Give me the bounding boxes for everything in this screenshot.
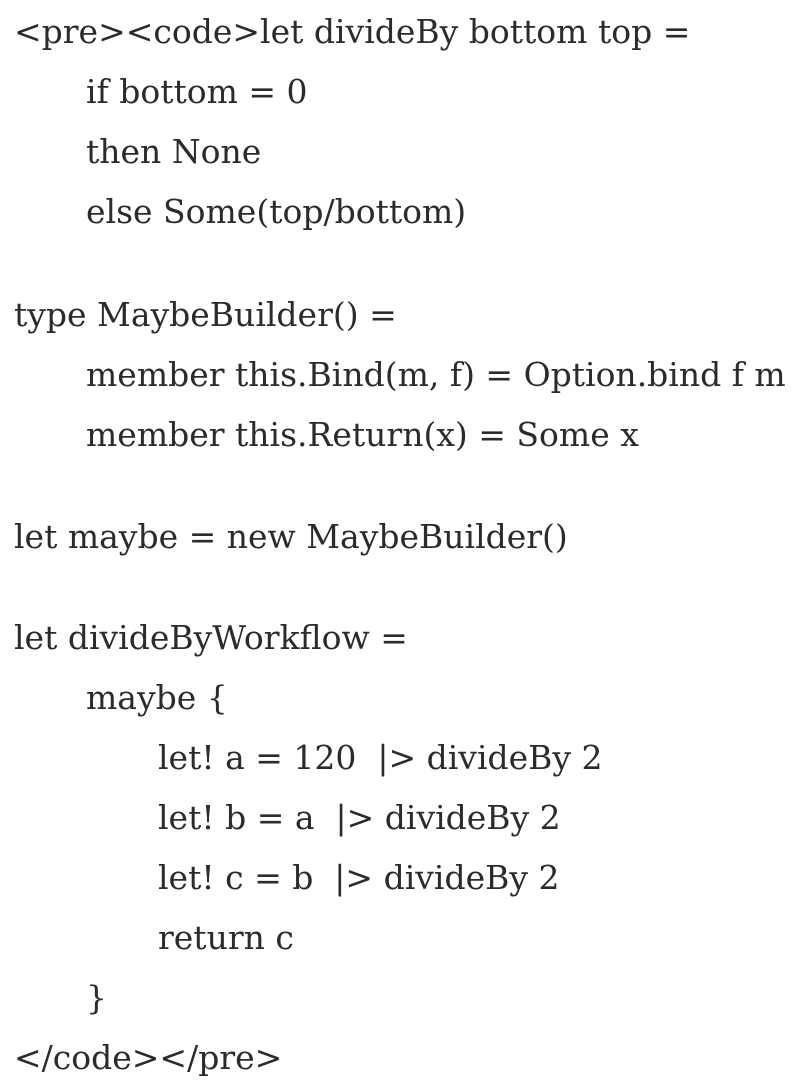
code-line: </code></pre> — [14, 1038, 283, 1077]
code-line: let! c = b |> divideBy 2 — [158, 858, 560, 897]
code-line: if bottom = 0 — [86, 72, 308, 111]
code-line: return c — [158, 918, 294, 957]
code-line: member this.Return(x) = Some x — [86, 415, 639, 454]
code-line: let! b = a |> divideBy 2 — [158, 798, 561, 837]
code-line: then None — [86, 132, 262, 171]
code-line: maybe { — [86, 678, 228, 717]
code-line: type MaybeBuilder() = — [14, 295, 397, 334]
code-line: member this.Bind(m, f) = Option.bind f m — [86, 355, 786, 394]
code-line: let divideByWorkflow = — [14, 618, 408, 657]
code-line: <pre><code>let divideBy bottom top = — [14, 12, 691, 51]
code-line: else Some(top/bottom) — [86, 192, 467, 231]
code-line: } — [86, 978, 107, 1017]
code-line: let maybe = new MaybeBuilder() — [14, 517, 568, 556]
code-line: let! a = 120 |> divideBy 2 — [158, 738, 603, 777]
